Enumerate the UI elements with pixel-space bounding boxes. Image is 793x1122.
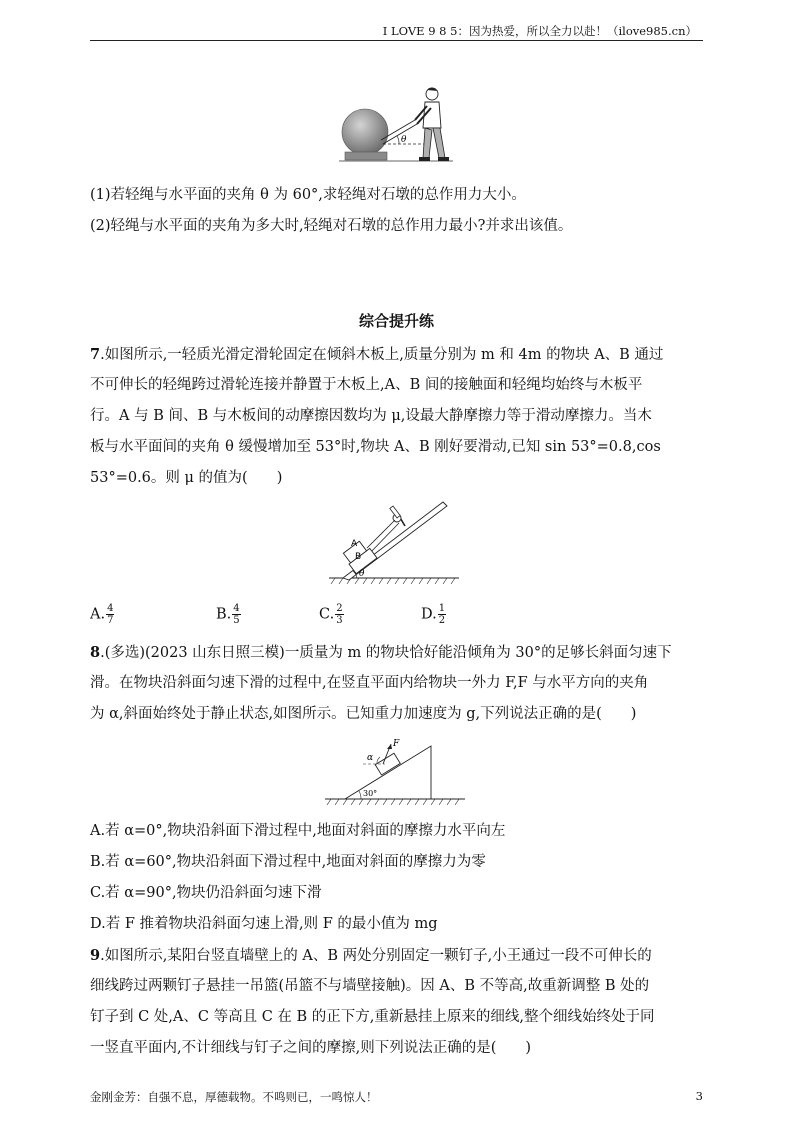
footer-motto: 金刚金芳：自强不息，厚德载物。不鸣则已，一鸣惊人！	[90, 1090, 378, 1104]
q7-text-1: .如图所示,一轻质光滑定滑轮固定在倾斜木板上,质量分别为 m 和 4m 的物块 A、B 通过	[100, 347, 664, 363]
q7-option-a	[90, 603, 114, 626]
q9-line-3: 钉子到 C 处,A、C 等高且 C 在 B 的正下方,重新悬挂上原来的细线,整个细线始终处于同	[90, 1009, 655, 1025]
q8-option-c: C.若 α=90°,物块仍沿斜面匀速下滑	[90, 885, 322, 901]
q7-number: 7	[90, 346, 101, 363]
q8-text-1: .(多选)(2023 山东日照三模)一质量为 m 的物块恰好能沿倾角为 30°的足够长斜面匀速下	[100, 645, 672, 661]
q6-part2: (2)轻绳与水平面的夹角为多大时,轻绳对石墩的总作用力最小?并求出该值。	[90, 218, 573, 234]
fraction-numerator: 4	[107, 603, 114, 614]
q7-option-d	[421, 603, 446, 626]
figure-label-f: F	[393, 739, 400, 749]
stone-pull-figure	[335, 82, 460, 172]
option-fraction	[335, 603, 343, 626]
fraction-denominator: 5	[233, 615, 240, 626]
figure-label-a: A	[351, 539, 358, 549]
fraction-denominator: 3	[336, 615, 343, 626]
figure-label-alpha: α	[367, 753, 374, 763]
q7-line-2: 不可伸长的轻绳跨过滑轮连接并静置于木板上,A、B 间的接触面和轻绳均始终与木板平	[90, 377, 643, 393]
q8-option-d: D.若 F 推着物块沿斜面匀速上滑,则 F 的最小值为 mg	[90, 916, 438, 932]
q9-line-4: 一竖直平面内,不计细线与钉子之间的摩擦,则下列说法正确的是( )	[90, 1040, 532, 1056]
q9-text-1: .如图所示,某阳台竖直墙壁上的 A、B 两处分别固定一颗钉子,小王通过一段不可伸长的	[100, 948, 652, 964]
header-text: I LOVE 9 8 5：因为热爱，所以全力以赴！（ilove985.cn）	[382, 24, 697, 38]
figure-angle-label: θ	[401, 135, 407, 145]
q8-option-a: A.若 α=0°,物块沿斜面下滑过程中,地面对斜面的摩擦力水平向左	[90, 823, 506, 839]
option-letter: B.	[216, 606, 232, 623]
option-letter: C.	[319, 606, 335, 623]
q7-line-3: 行。A 与 B 间、B 与木板间的动摩擦因数均为 μ,设最大静摩擦力等于滑动摩擦力。当木	[90, 408, 652, 424]
q8-option-b: B.若 α=60°,物块沿斜面下滑过程中,地面对斜面的摩擦力为零	[90, 854, 486, 870]
q7-line-5: 53°=0.6。则 μ 的值为( )	[90, 470, 283, 486]
incline-pulley-figure	[325, 496, 465, 588]
option-fraction	[438, 603, 446, 626]
q9-line-2: 细线跨过两颗钉子悬挂一吊篮(吊篮不与墙壁接触)。因 A、B 不等高,故重新调整 B 处的	[90, 978, 650, 994]
q6-part1: (1)若轻绳与水平面的夹角 θ 为 60°,求轻绳对石墩的总作用力大小。	[90, 187, 526, 203]
fraction-denominator: 7	[107, 615, 114, 626]
option-letter: A.	[90, 606, 106, 623]
q7-line-4: 板与水平面间的夹角 θ 缓慢增加至 53°时,物块 A、B 刚好要滑动,已知 sin 53°=0.8,cos	[90, 439, 661, 455]
fraction-denominator: 2	[438, 615, 446, 626]
fraction-numerator: 4	[233, 603, 240, 614]
q8-number: 8	[90, 644, 101, 661]
q7-option-b	[216, 603, 241, 626]
option-fraction	[106, 603, 114, 626]
q7-option-c	[319, 603, 344, 626]
option-fraction	[232, 603, 240, 626]
figure-label-30: 30°	[363, 789, 378, 798]
incline-force-figure	[323, 736, 468, 806]
q7-line-1	[90, 339, 703, 371]
option-letter: D.	[421, 606, 437, 623]
q9-number: 9	[90, 947, 101, 964]
page-number: 3	[695, 1089, 703, 1103]
page-header	[90, 20, 703, 41]
fraction-numerator: 2	[336, 603, 343, 614]
figure-label-theta: θ	[359, 569, 365, 579]
q8-line-3: 为 α,斜面始终处于静止状态,如图所示。已知重力加速度为 g,下列说法正确的是( )	[90, 706, 637, 722]
q9-line-1	[90, 940, 703, 972]
section-title: 综合提升练	[358, 312, 434, 330]
fraction-numerator: 1	[438, 603, 446, 614]
q8-line-2: 滑。在物块沿斜面匀速下滑的过程中,在竖直平面内给物块一外力 F,F 与水平方向的夹角	[90, 675, 649, 691]
q8-line-1	[90, 637, 703, 669]
figure-label-b: B	[355, 552, 362, 562]
